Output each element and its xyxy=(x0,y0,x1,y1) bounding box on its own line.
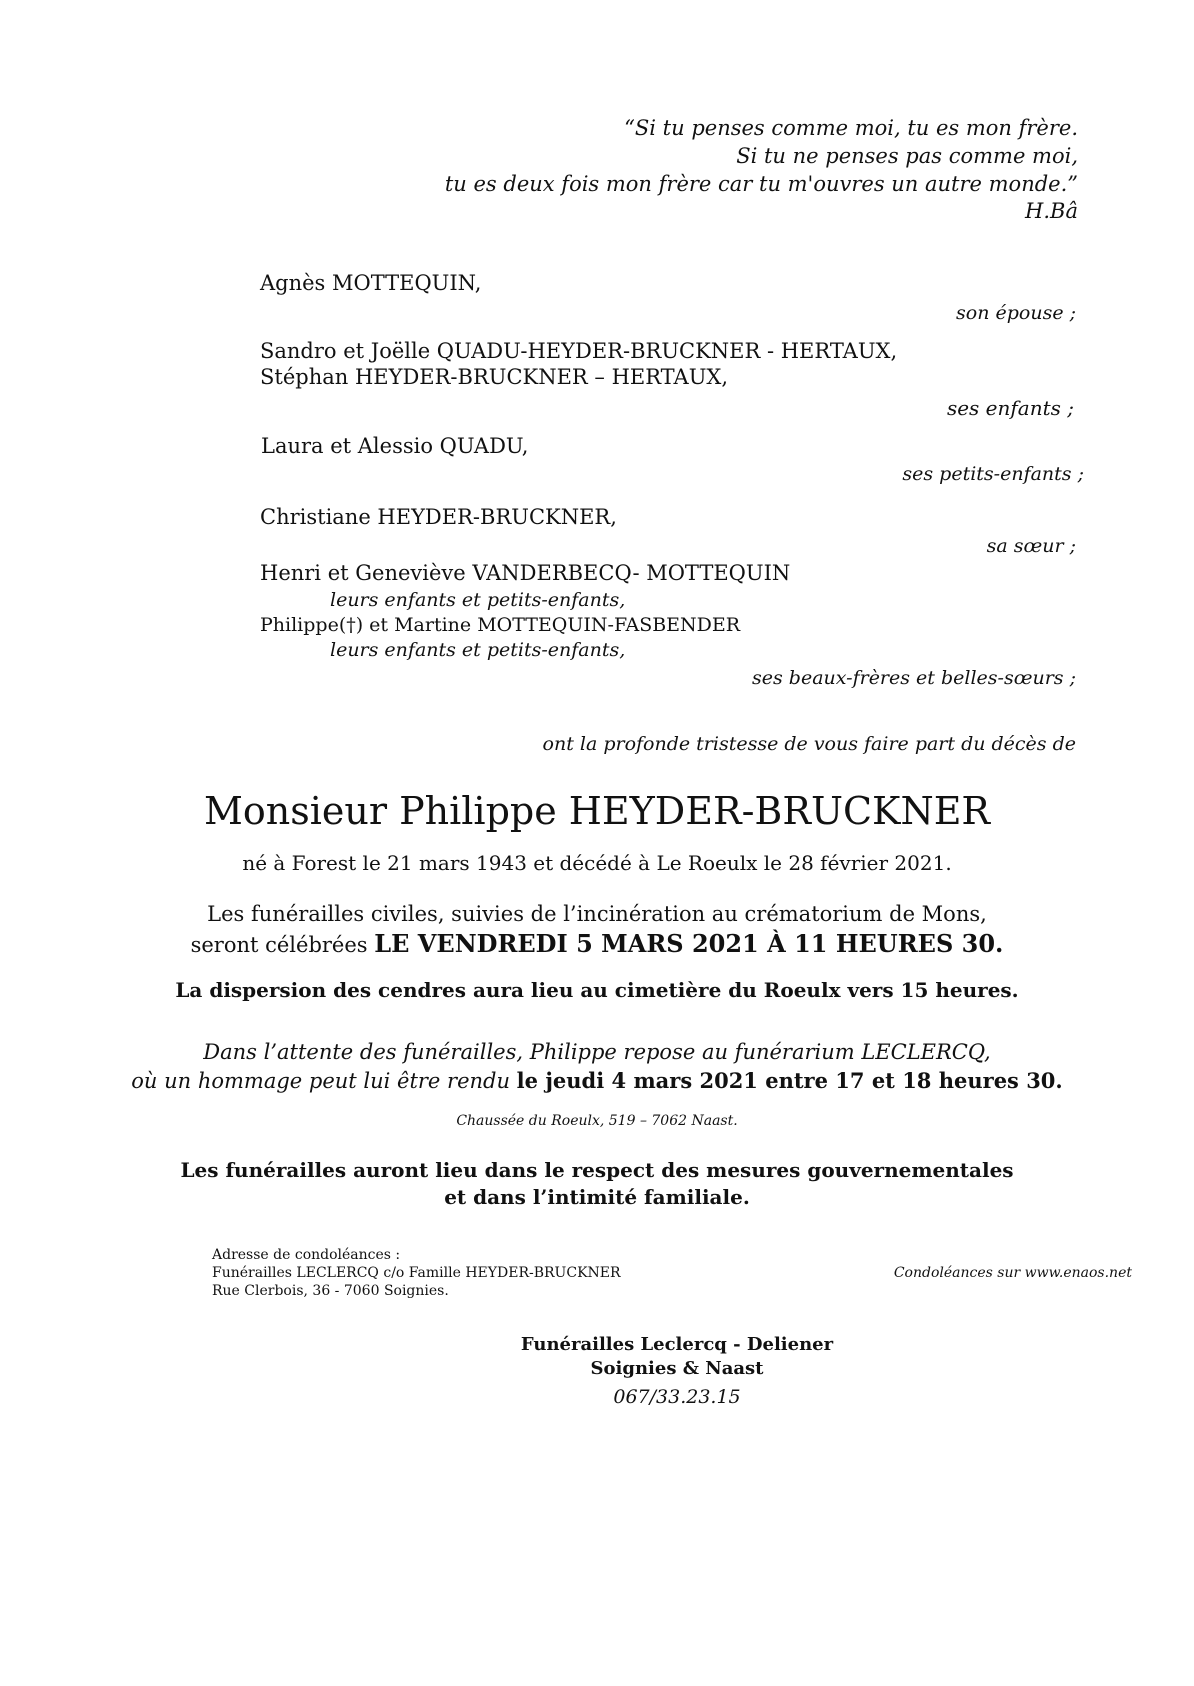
child-line-1: Sandro et Joëlle QUADU-HEYDER-BRUCKNER - HERTAUX, xyxy=(260,339,898,363)
spouse-relation: son épouse ; xyxy=(956,302,1076,324)
child-line-2: Stéphan HEYDER-BRUCKNER – HERTAUX, xyxy=(260,365,729,389)
grandchildren-relation: ses petits-enfants ; xyxy=(902,463,1084,485)
notice-line-1: Les funérailles auront lieu dans le respect des mesures gouvernementales xyxy=(180,1158,1014,1182)
condolences-label: Adresse de condoléances : xyxy=(212,1247,401,1263)
grandchildren-name: Laura et Alessio QUADU, xyxy=(261,434,529,458)
visitation-line-2 xyxy=(0,1068,1194,1093)
condolences-line-2: Rue Clerbois, 36 - 7060 Soignies. xyxy=(212,1283,449,1299)
inlaws-relation: ses beaux-frères et belles-sœurs ; xyxy=(752,667,1076,689)
funeral-line-2-prefix: seront célébrées xyxy=(190,933,375,957)
children-relation: ses enfants ; xyxy=(946,396,1074,420)
funeral-home-phone: 067/33.23.15 xyxy=(613,1386,741,1408)
funeral-line-2 xyxy=(0,929,1194,958)
inlaws-line-1-sub: leurs enfants et petits-enfants, xyxy=(330,589,626,611)
announcement: ont la profonde tristesse de vous faire part du décès de xyxy=(542,733,1076,755)
visitation-line-2-prefix: où un hommage peut lui être rendu xyxy=(131,1069,517,1093)
condolences-line-1: Funérailles LECLERCQ c/o Famille HEYDER-BRUCKNER xyxy=(212,1265,621,1281)
condolences-online[interactable]: Condoléances sur www.enaos.net xyxy=(893,1265,1132,1281)
deceased-name: Monsieur Philippe HEYDER-BRUCKNER xyxy=(203,789,991,833)
funeral-home-name: Funérailles Leclercq - Deliener xyxy=(520,1334,834,1355)
funeral-line-1: Les funérailles civiles, suivies de l’incinération au crématorium de Mons, xyxy=(207,902,987,926)
inlaws-line-1: Henri et Geneviève VANDERBECQ- MOTTEQUIN xyxy=(260,561,791,585)
quote-line-1: “Si tu penses comme moi, tu es mon frère. xyxy=(624,116,1078,140)
notice-line-2: et dans l’intimité familiale. xyxy=(444,1185,750,1209)
sister-relation: sa sœur ; xyxy=(986,535,1076,557)
visitation-address: Chaussée du Roeulx, 519 – 7062 Naast. xyxy=(456,1113,738,1129)
dispersion-line: La dispersion des cendres aura lieu au cimetière du Roeulx vers 15 heures. xyxy=(175,978,1019,1002)
inlaws-line-2: Philippe(†) et Martine MOTTEQUIN-FASBENDER xyxy=(260,614,741,636)
funeral-date: LE VENDREDI 5 MARS 2021 À 11 HEURES 30. xyxy=(374,929,1004,958)
quote-line-3: tu es deux fois mon frère car tu m'ouvres un autre monde.” xyxy=(444,172,1078,196)
funeral-home-locations: Soignies & Naast xyxy=(590,1358,764,1379)
quote-line-2: Si tu ne penses pas comme moi, xyxy=(736,144,1078,168)
spouse-name: Agnès MOTTEQUIN, xyxy=(260,271,482,295)
visitation-line-1: Dans l’attente des funérailles, Philippe repose au funérarium LECLERCQ, xyxy=(203,1040,991,1064)
sister-name: Christiane HEYDER-BRUCKNER, xyxy=(260,505,617,529)
deceased-dates: né à Forest le 21 mars 1943 et décédé à Le Roeulx le 28 février 2021. xyxy=(242,851,952,875)
inlaws-line-2-sub: leurs enfants et petits-enfants, xyxy=(330,639,626,661)
quote-author: H.Bâ xyxy=(1025,199,1078,223)
visitation-date: le jeudi 4 mars 2021 entre 17 et 18 heures 30. xyxy=(516,1068,1063,1093)
